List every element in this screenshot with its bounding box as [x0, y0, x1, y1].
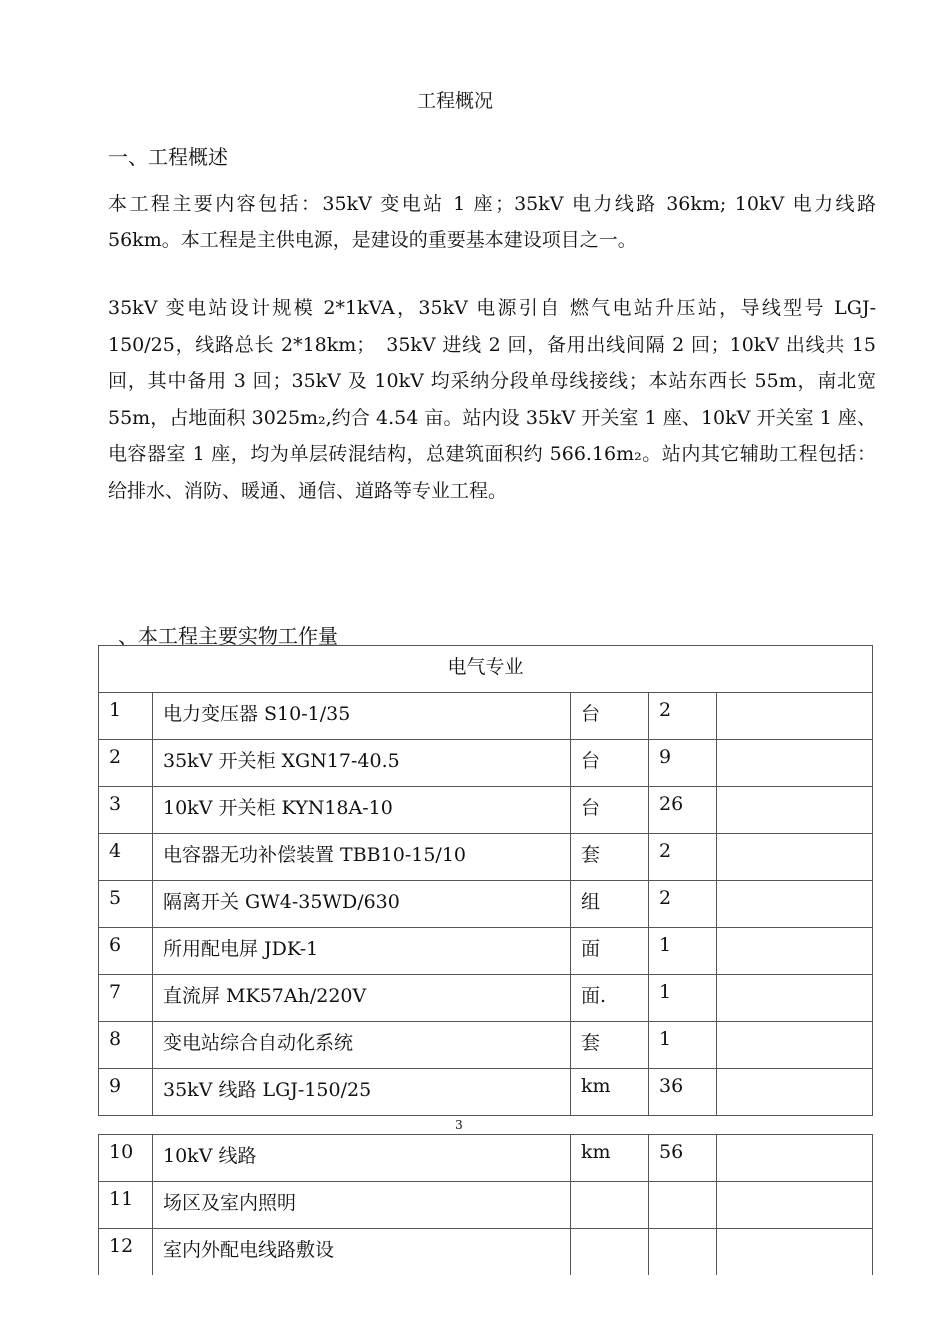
table-header-row [99, 646, 873, 693]
row-qty: 2 [649, 693, 717, 740]
table-header-electrical: 电气专业 [99, 646, 873, 693]
row-qty [649, 1229, 717, 1276]
row-note [717, 1022, 873, 1069]
row-unit: 套 [571, 834, 649, 881]
row-no: 6 [99, 928, 153, 975]
row-no: 4 [99, 834, 153, 881]
row-name: 35kV 线路 LGJ-150/25 [153, 1069, 571, 1116]
table-row [99, 1022, 873, 1069]
table-row [99, 787, 873, 834]
row-name: 电容器无功补偿装置 TBB10-15/10 [153, 834, 571, 881]
row-unit [571, 1229, 649, 1276]
row-note [717, 740, 873, 787]
row-unit: km [571, 1135, 649, 1182]
row-unit: km [571, 1069, 649, 1116]
row-name: 隔离开关 GW4-35WD/630 [153, 881, 571, 928]
row-name: 所用配电屏 JDK-1 [153, 928, 571, 975]
row-unit: 面. [571, 975, 649, 1022]
row-note [717, 975, 873, 1022]
table-row [99, 1182, 873, 1229]
row-no: 10 [99, 1135, 153, 1182]
row-qty: 56 [649, 1135, 717, 1182]
table-row [99, 881, 873, 928]
overview-paragraph-2: 35kV 变电站设计规模 2*1kVA，35kV 电源引自 燃气电站升压站，导线型号 LGJ-150/25，线路总长 2*18km； 35kV 进线 2 回，备用出线间隔 2 回；10kV 出线共 15 回，其中备用 3 回；35kV 及 10kV 均采纳分段单母线接线；本站东西长 55m，南北宽 55m，占地面积 3025m₂,约合 4.54 亩。站内设 35kV 开关室 1 座、10kV 开关室 1 座、电容器室 1 座，均为单层砖混结构，总建筑面积约 566.16m₂。站内其它辅助工程包括：给排水、消防、暖通、通信、道路等专业工程。 [108, 297, 876, 502]
row-no: 1 [99, 693, 153, 740]
overview-paragraph-1: 本工程主要内容包括：35kV 变电站 1 座；35kV 电力线路 36km; 10kV 电力线路 56km。本工程是主供电源，是建设的重要基本建设项目之一。 [108, 193, 876, 251]
row-name: 室内外配电线路敷设 [153, 1229, 571, 1276]
page-number: 3 [455, 1118, 463, 1132]
row-unit: 组 [571, 881, 649, 928]
table-row [99, 1229, 873, 1276]
row-qty: 1 [649, 928, 717, 975]
row-name: 场区及室内照明 [153, 1182, 571, 1229]
row-unit: 面 [571, 928, 649, 975]
row-no: 7 [99, 975, 153, 1022]
row-unit: 台 [571, 740, 649, 787]
row-name: 10kV 开关柜 KYN18A-10 [153, 787, 571, 834]
row-note [717, 1182, 873, 1229]
row-note [717, 1135, 873, 1182]
row-no: 5 [99, 881, 153, 928]
row-qty: 26 [649, 787, 717, 834]
row-qty: 36 [649, 1069, 717, 1116]
row-name: 电力变压器 S10-1/35 [153, 693, 571, 740]
row-qty: 1 [649, 975, 717, 1022]
row-note [717, 1069, 873, 1116]
row-qty: 2 [649, 881, 717, 928]
row-qty: 2 [649, 834, 717, 881]
row-no: 12 [99, 1229, 153, 1276]
row-note [717, 928, 873, 975]
workload-table-continued [98, 1134, 873, 1275]
row-qty: 1 [649, 1022, 717, 1069]
table-row [99, 1135, 873, 1182]
row-qty: 9 [649, 740, 717, 787]
row-note [717, 693, 873, 740]
section-heading-workload: 、本工程主要实物工作量 [118, 624, 338, 648]
row-no: 11 [99, 1182, 153, 1229]
row-note [717, 1229, 873, 1276]
row-qty [649, 1182, 717, 1229]
row-no: 8 [99, 1022, 153, 1069]
row-name: 直流屏 MK57Ah/220V [153, 975, 571, 1022]
table-row [99, 975, 873, 1022]
table-row [99, 740, 873, 787]
row-name: 变电站综合自动化系统 [153, 1022, 571, 1069]
row-unit: 台 [571, 787, 649, 834]
row-no: 9 [99, 1069, 153, 1116]
row-name: 35kV 开关柜 XGN17-40.5 [153, 740, 571, 787]
table-row [99, 1069, 873, 1116]
row-unit: 台 [571, 693, 649, 740]
table-row [99, 834, 873, 881]
row-note [717, 787, 873, 834]
row-unit: 套 [571, 1022, 649, 1069]
page-title: 工程概况 [416, 90, 493, 112]
table-row [99, 928, 873, 975]
section-heading-overview: 一、工程概述 [108, 145, 228, 169]
row-no: 3 [99, 787, 153, 834]
table-row [99, 693, 873, 740]
row-note [717, 881, 873, 928]
row-note [717, 834, 873, 881]
row-no: 2 [99, 740, 153, 787]
row-name: 10kV 线路 [153, 1135, 571, 1182]
workload-table [98, 645, 873, 1116]
row-unit [571, 1182, 649, 1229]
